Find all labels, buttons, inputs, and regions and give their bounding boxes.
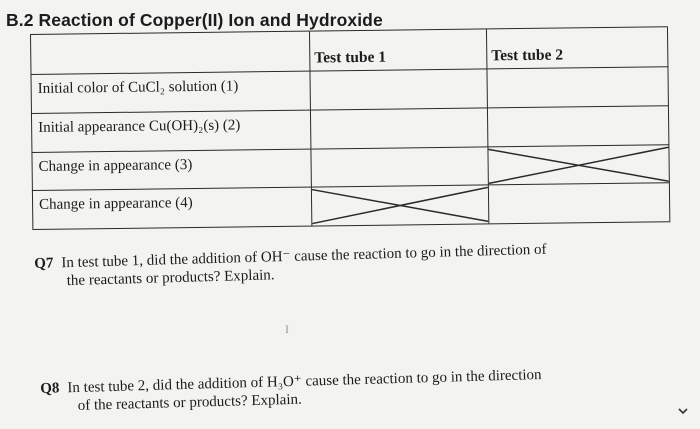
- question-7: [34, 240, 547, 291]
- cross-out-mark: [488, 145, 668, 185]
- header-cell-test-tube-2: Test tube 2: [486, 27, 668, 69]
- header-cell-test-tube-1: Test tube 1: [309, 29, 486, 71]
- section-heading: B.2 Reaction of Copper(II) Ion and Hydroxide: [6, 10, 383, 30]
- table-row: [32, 182, 670, 230]
- header-cell-label: [30, 32, 309, 75]
- question-8-line-1: Q8 In test tube 2, did the addition of H₃O⁺ cause the reaction to go in the direction: [40, 366, 542, 397]
- question-8: [40, 365, 542, 416]
- crossed-out-cell: [311, 185, 488, 225]
- answer-cell[interactable]: [310, 108, 487, 149]
- crossed-out-cell: [487, 145, 669, 185]
- row-label: Change in appearance (3): [31, 150, 310, 191]
- row-label: Change in appearance (4): [32, 188, 311, 229]
- question-8-line-2: of the reactants or products? Explain.: [77, 391, 302, 414]
- question-7-number: Q7: [34, 255, 54, 272]
- results-table: [30, 26, 672, 230]
- row-label: Initial appearance Cu(OH)₂(s) (2): [31, 111, 310, 153]
- answer-cell[interactable]: [488, 183, 670, 223]
- question-7-line-2: the reactants or products? Explain.: [66, 267, 275, 290]
- chevron-down-icon[interactable]: [677, 405, 689, 417]
- answer-cell[interactable]: [487, 106, 669, 147]
- cross-out-mark: [312, 185, 488, 225]
- text-cursor-icon: I: [285, 322, 289, 336]
- question-7-line-1: Q7 In test tube 1, did the addition of OH⁻ cause the reaction to go in the direction of: [34, 241, 547, 272]
- question-8-number: Q8: [40, 380, 60, 397]
- answer-cell[interactable]: [486, 67, 668, 108]
- row-label: Initial color of CuCl₂ solution (1): [31, 72, 310, 114]
- answer-cell[interactable]: [310, 147, 487, 187]
- answer-cell[interactable]: [309, 69, 486, 110]
